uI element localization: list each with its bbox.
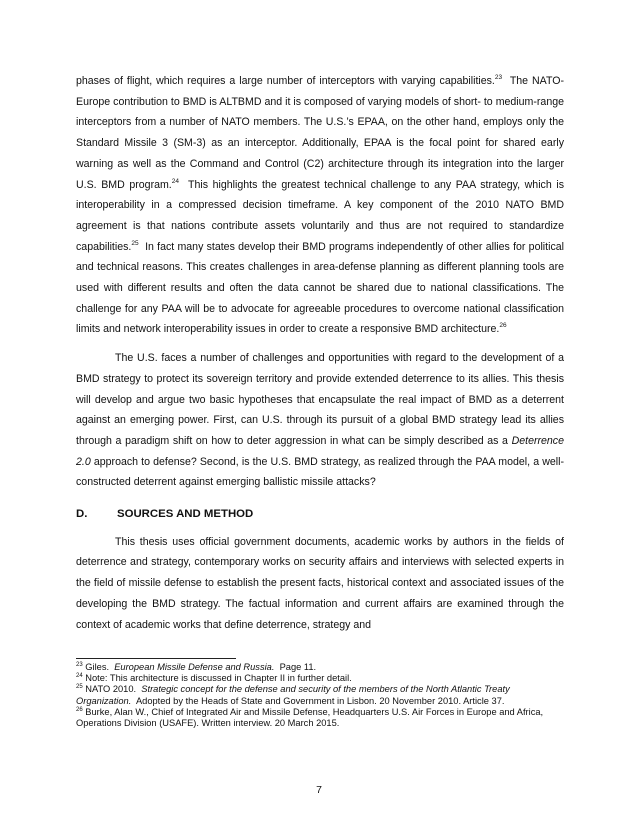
page-number: 7 (316, 784, 322, 796)
footnote-separator (76, 658, 236, 659)
footnote-25: $^{25}$ NATO 2010. Strategic concept for the defense and security of the members of the North Atlantic Treaty Organization. Adopted by the Heads of State and Government in Lisbon. 20 November 2010. Article 37. (76, 684, 510, 706)
section-heading (76, 504, 564, 525)
section-letter: D. (76, 508, 88, 521)
paragraph-sources: This thesis uses official government documents, academic works by authors in the fields of deterrence and strategy, contemporary works on security affairs and interviews with selected experts in the field of missile defense to establish the present facts, historical context and associated issues of the developing the BMD strategy. The factual information and current affairs are examined through the context of academic works that define deterrence, strategy and (76, 535, 564, 631)
footnote-23: $^{23}$ Giles. European Missile Defense and Russia. Page 11. (76, 662, 317, 672)
footnote-number: 25 (76, 684, 83, 691)
footnote-24: $^{24}$ Note: This architecture is discussed in Chapter II in further detail. (76, 673, 352, 684)
footnote-number: 26 (76, 706, 83, 713)
section-title: SOURCES AND METHOD (117, 508, 254, 521)
footnote-ref-25[interactable]: 25 (131, 239, 139, 247)
footnote-ref-26[interactable]: 26 (499, 322, 507, 330)
footnote-ref-24[interactable]: 24 (171, 177, 179, 185)
paragraph-hypotheses: The U.S. faces a number of challenges and opportunities with regard to the development of a BMD strategy to protect its sovereign territory and provide extended deterrence to its allies. This thesis will develop and argue two basic hypotheses that encapsulate the real impact of BMD as a deterrent against an emerging power. First, can U.S. through its pursuit of a global BMD strategy lead its allies through a paradigm shift on how to deter aggression in what can be simply described as a Deterrence 2.0 approach to defense? Second, is the U.S. BMD strategy, as realized through the PAA model, a well-constructed deterrent against emerging ballistic missile attacks? (76, 352, 564, 489)
body-text (76, 71, 564, 635)
deterrence-2-term: Deterrence 2.0 (76, 434, 564, 468)
footnote-ref-23[interactable]: 23 (494, 74, 503, 81)
footnotes (76, 662, 566, 729)
paragraph-eu-bmd-interoperability: phases of flight, which requires a large number of interceptors with varying capabilities.$^{23}$ The NATO-Europe contribution to BMD is ALTBMD and it is composed of varying models of short- to medium-range interceptors from a number of NATO members. The U.S.’s EPAA, on the other hand, employs only the Standard Missile 3 (SM-3) as an interceptor. Additionally, EPAA is the focal point for shared early warning as well as the Command and Control (C2) architecture through its integration into the larger U.S. BMD program.$^{24}$ This highlights the greatest technical challenge to any PAA strategy, which is interoperability in a compressed decision timeframe. A key component of the 2010 NATO BMD agreement is that nations contribute assets voluntarily and thus are not required to standardize capabilities.$^{25}$ In fact many states develop their BMD programs independently of other allies for political and technical reasons. This creates challenges in area-defense planning as different planning tools are used with different results and often the data cannot be shared due to national classifications. The challenge for any PAA will be to advocate for agreeable procedures to overcome national classification limits and network interoperability issues in order to create a responsive BMD architecture.$^{26}$ (76, 74, 565, 336)
footnote-26: $^{26}$ Burke, Alan W., Chief of Integrated Air and Missile Defense, Headquarters U.S. Air Forces in Europe and Africa, Operations Division (USAFE). Written interview. 20 March 2015. (76, 706, 544, 729)
footnote-number: 23 (76, 662, 83, 668)
footnote-number: 24 (76, 673, 83, 680)
